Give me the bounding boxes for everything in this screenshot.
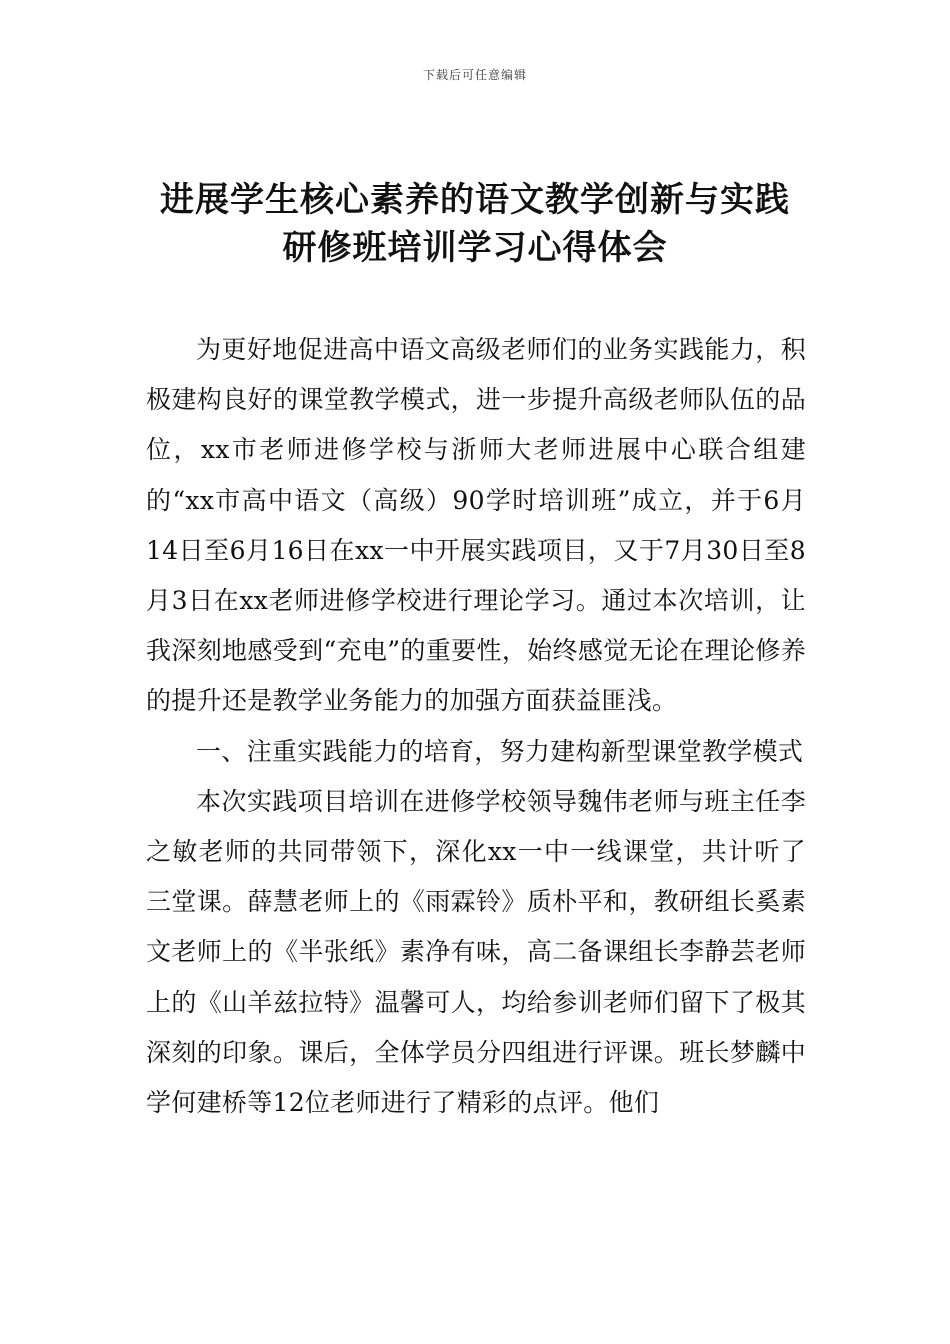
paragraph-intro: 为更好地促进高中语文高级老师们的业务实践能力，积极建构良好的课堂教学模式，进一步提升高级老师队伍的品位，xx市老师进修学校与浙师大老师进展中心联合组建的“xx市高中语文（高级）90学时培训班”成立，并于6月14日至6月16日在xx一中开展实践项目，又于7月30日至8月3日在xx老师进修学校进行理论学习。通过本次培训，让我深刻地感受到“充电”的重要性，始终感觉无论在理论修养的提升还是教学业务能力的加强方面获益匪浅。 <box>146 335 806 716</box>
title-line-2: 研修班培训学习心得体会 <box>282 228 668 268</box>
document-body <box>146 325 806 1128</box>
paragraph-practice: 本次实践项目培训在进修学校领导魏伟老师与班主任李之敏老师的共同带领下，深化xx一中一线课堂，共计听了三堂课。薛慧老师上的《雨霖铃》质朴平和，教研组长奚素文老师上的《半张纸》素净有味，高二备课组长李静芸老师上的《山羊兹拉特》温馨可人，均给参训老师们留下了极其深刻的印象。课后，全体学员分四组进行评课。班长梦麟中学何建桥等12位老师进行了精彩的点评。他们 <box>146 786 806 1118</box>
header-note: 下载后可任意编辑 <box>422 68 527 82</box>
document-title <box>0 176 950 272</box>
title-line-1: 进展学生核心素养的语文教学创新与实践 <box>160 180 790 220</box>
section-heading-1: 一、注重实践能力的培育，努力建构新型课堂教学模式 <box>196 736 804 766</box>
